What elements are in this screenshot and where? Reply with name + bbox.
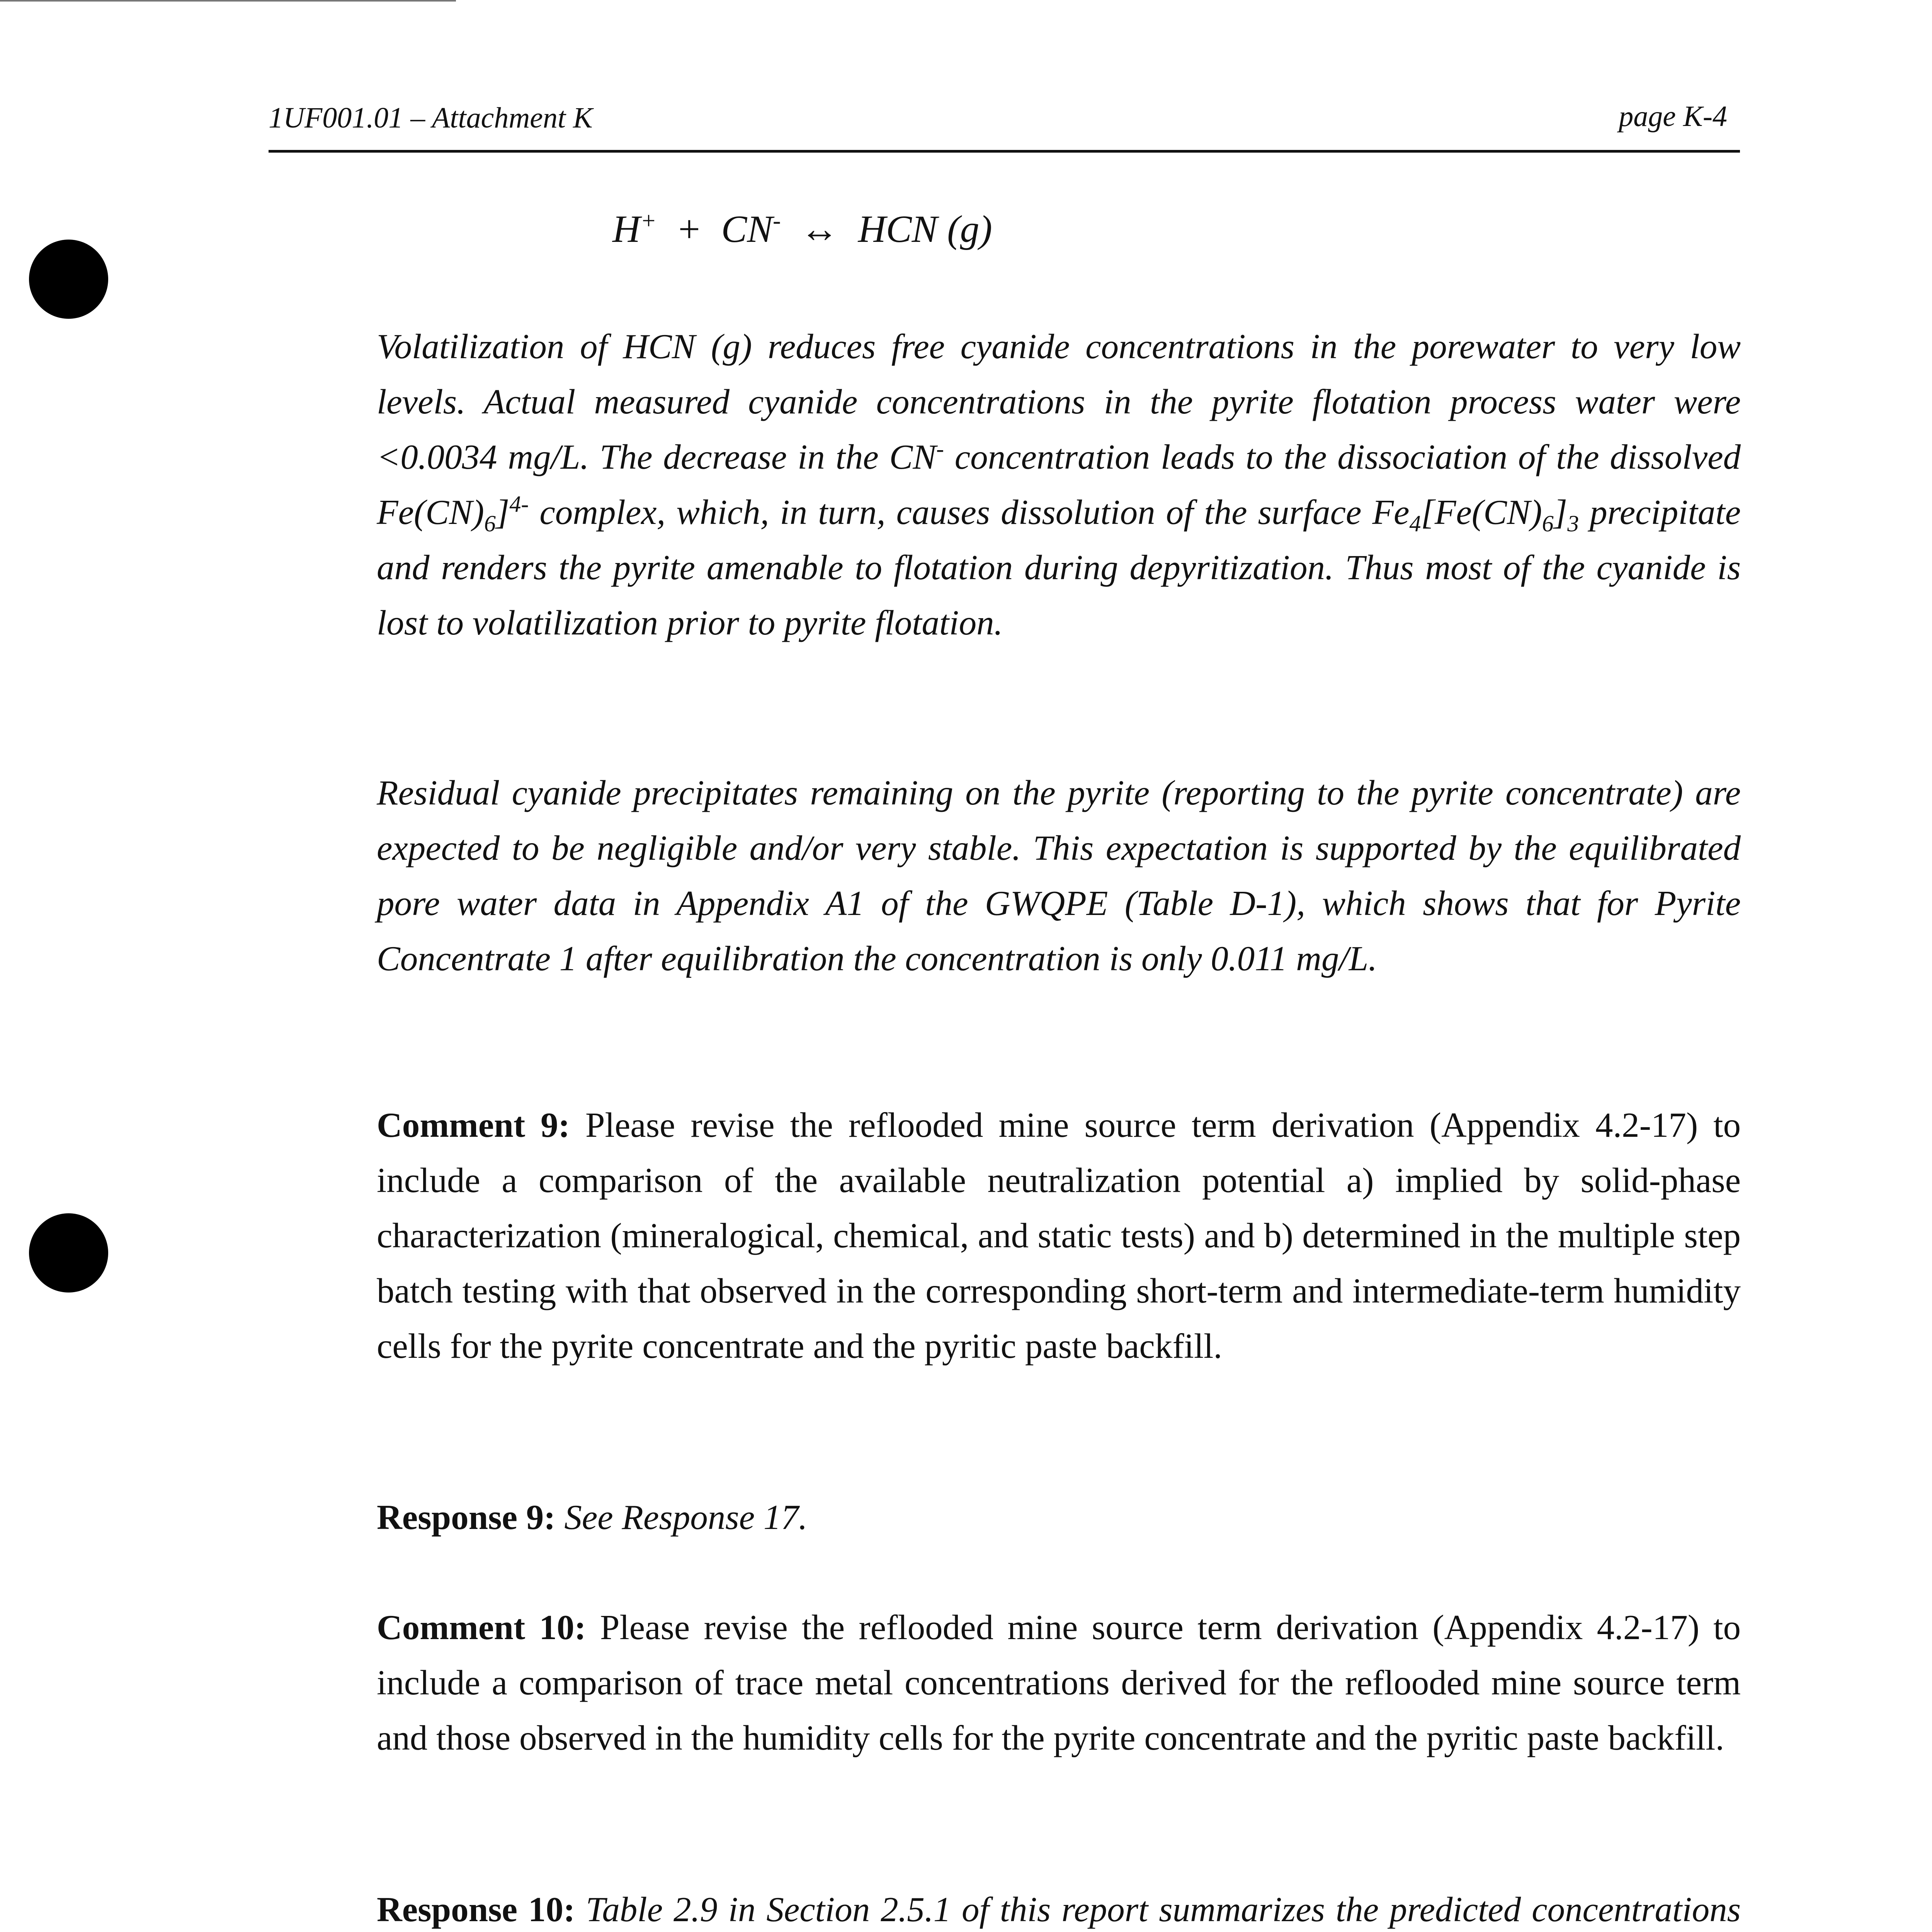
equation-cn-charge: - xyxy=(772,207,781,234)
equation-arrow: ↔ xyxy=(800,207,839,250)
comment-9 xyxy=(377,1097,1741,1374)
equation-product: HCN (g) xyxy=(858,207,992,250)
response-10-label: Response 10: xyxy=(377,1890,575,1929)
paragraph-volatilization: Volatilization of HCN (g) reduces free cyanide concentrations in the porewater to very low levels. Actual measured cyanide concentrations in the pyrite flotation process water were <0.0034 mg/L. The decrease in the CN- concentration leads to the dissociation of the dissolved $Fe(CN)_6]^{4-}$ complex, which, in turn, causes dissolution of the surface $Fe_4[Fe(CN)_6]_3$ precipitate and renders the pyrite amenable to flotation during depyritization. Thus most of the cyanide is lost to volatilization prior to pyrite flotation. xyxy=(377,327,1741,642)
punch-hole-top xyxy=(29,240,108,319)
scan-top-edge-line xyxy=(0,0,456,2)
comment-10 xyxy=(377,1600,1741,1765)
equation-h: H xyxy=(612,207,641,250)
comment-10-text: Please revise the reflooded mine source term derivation (Appendix 4.2-17) to include a comparison of trace metal concentrations derived for the reflooded mine source term and those observed in the humidity cells for the pyrite concentrate and the pyritic paste backfill. xyxy=(377,1608,1741,1757)
comment-9-label: Comment 9: xyxy=(377,1105,570,1145)
chemical-equation xyxy=(612,207,992,251)
comment-9-text: Please revise the reflooded mine source term derivation (Appendix 4.2-17) to include a comparison of the available neutralization potential a) implied by solid-phase characterization (mineralogical, chemical, and static tests) and b) determined in the multiple step batch testing with that observed in the corresponding short-term and intermediate-term humidity cells for the pyrite concentrate and the pyritic paste backfill. xyxy=(377,1105,1741,1366)
equation-h-charge: + xyxy=(640,207,657,234)
equation-plus: + xyxy=(676,207,702,250)
response-9-text: See Response 17. xyxy=(555,1498,808,1537)
response-9 xyxy=(377,1490,1741,1545)
header-document-id: 1UF001.01 – Attachment K xyxy=(269,102,593,134)
response-9-label: Response 9: xyxy=(377,1498,556,1537)
response-10 xyxy=(377,1882,1741,1932)
paragraph-residual-cyanide: Residual cyanide precipitates remaining on the pyrite (reporting to the pyrite concentrate) are expected to be negligible and/or very stable. This expectation is supported by the equilibrated pore water data in Appendix A1 of the GWQPE (Table D-1), which shows that for Pyrite Concentrate 1 after equilibration the concentration is only 0.011 mg/L. xyxy=(377,773,1741,978)
punch-hole-middle xyxy=(29,1213,108,1293)
response-10-text: Table 2.9 in Section 2.5.1 of this report summarizes the predicted concentrations xyxy=(586,1890,1741,1929)
header-page-label: page K-4 xyxy=(1619,100,1727,133)
header-rule xyxy=(269,150,1740,153)
equation-cn: CN xyxy=(721,207,773,250)
comment-10-label: Comment 10: xyxy=(377,1608,586,1647)
